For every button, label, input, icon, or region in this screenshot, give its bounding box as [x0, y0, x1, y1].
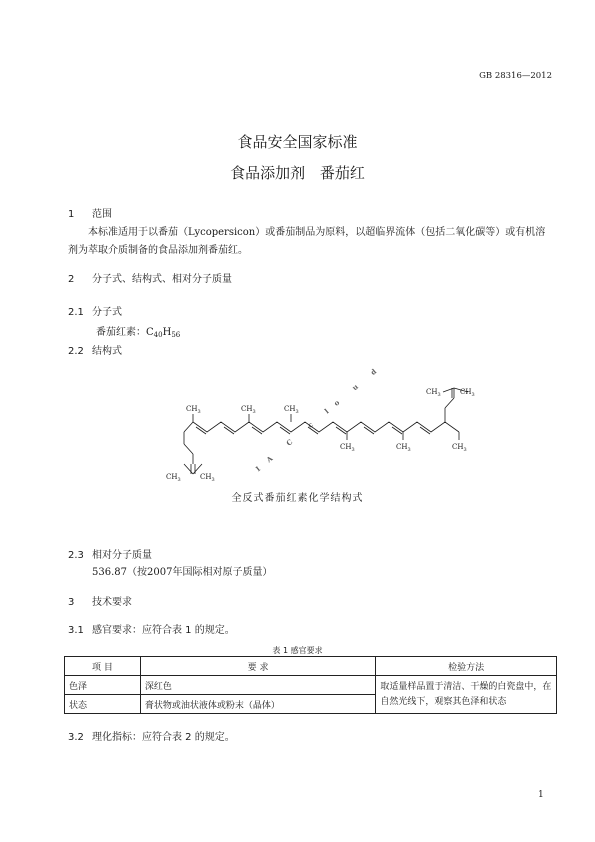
section-number: 3	[68, 597, 75, 608]
watermark-letter-c2: c	[305, 419, 315, 430]
table-row	[65, 676, 557, 695]
section-number: 2.3	[68, 550, 84, 561]
table-header-row	[65, 657, 557, 676]
section-3-1-heading	[68, 621, 235, 636]
section-1-heading	[68, 205, 112, 220]
watermark-letter-l: l	[322, 406, 331, 416]
standard-number: GB 28316—2012	[479, 71, 552, 81]
row-requirement: 膏状物或油状液体或粉末（晶体）	[140, 695, 376, 714]
row-requirement: 深红色	[140, 676, 376, 695]
header-requirement: 要 求	[140, 657, 376, 676]
svg-text:CH3: $CH_3$	[241, 405, 256, 415]
watermark-letter-a: A	[264, 453, 275, 465]
svg-text:CH3: $CH_3$	[460, 388, 475, 398]
table-1-caption: 表 1 感官要求	[272, 646, 323, 655]
molecular-formula: 番茄红素：$C_{40}H_{56}$	[96, 327, 181, 339]
section-title: 技术要求	[92, 597, 132, 608]
header-method: 检验方法	[376, 657, 557, 676]
svg-text:CH3: $CH_3$	[166, 473, 181, 483]
molecular-mass-value: 536.87（按2007年国际相对原子质量）	[92, 567, 273, 578]
page-title: 食品安全国家标准	[237, 133, 358, 151]
section-2-1-heading	[68, 303, 122, 318]
section-3-2-heading	[68, 728, 235, 743]
scope-paragraph: 本标准适用于以番茄（Lycopersicon）或番茄制品为原料，以超临界流体（包括二氧化碳等）或有机溶剂为萃取介质制备的食品添加剂番茄红。	[68, 227, 546, 256]
section-2-3-heading	[68, 546, 152, 561]
section-number: 1	[68, 209, 75, 220]
svg-text:CH3: $CH_3$	[426, 388, 441, 398]
section-number: 3.1	[68, 625, 84, 636]
svg-text:CH3: $CH_3$	[200, 473, 215, 483]
row-item: 状态	[65, 695, 141, 714]
section-number: 2	[68, 274, 75, 285]
section-number: 2.1	[68, 307, 84, 318]
svg-text:CH3: $CH_3$	[396, 443, 411, 453]
section-title: 范围	[92, 209, 112, 220]
svg-text:CH3: $CH_3$	[340, 443, 355, 453]
section-2-2-heading	[68, 342, 122, 357]
section-3-heading	[68, 593, 132, 608]
watermark-letter-d: d	[368, 366, 379, 377]
watermark-logo	[215, 318, 385, 493]
section-title: 分子式	[92, 307, 122, 318]
page-number: 1	[538, 790, 544, 800]
structure-caption: 全反式番茄红素化学结构式	[231, 493, 364, 504]
section-title: 相对分子质量	[92, 550, 152, 561]
svg-text:CH3: $CH_3$	[186, 405, 201, 415]
section-title: 结构式	[92, 346, 122, 357]
svg-text:CH3: $CH_3$	[284, 405, 299, 415]
row-item: 色泽	[65, 676, 141, 695]
test-method-cell: 取适量样品置于清洁、干燥的白瓷盘中，在自然光线下，观察其色泽和状态	[376, 676, 557, 714]
watermark-letter-c: C	[284, 437, 295, 448]
section-number: 2.2	[68, 346, 84, 357]
section-title: 感官要求：应符合表 1 的规定。	[92, 625, 235, 636]
section-title: 分子式、结构式、相对分子质量	[92, 274, 232, 285]
section-title: 理化指标：应符合表 2 的规定。	[92, 732, 235, 743]
watermark-letter-i: I	[253, 464, 263, 474]
svg-text:CH3: $CH_3$	[452, 443, 467, 453]
page-subtitle: 食品添加剂 番茄红	[230, 164, 365, 182]
section-number: 3.2	[68, 732, 84, 743]
watermark-letter-u: u	[350, 382, 360, 393]
section-2-heading	[68, 270, 232, 285]
header-item: 项 目	[65, 657, 141, 676]
sensory-requirements-table	[64, 656, 557, 714]
watermark-letter-o: o	[331, 397, 342, 408]
